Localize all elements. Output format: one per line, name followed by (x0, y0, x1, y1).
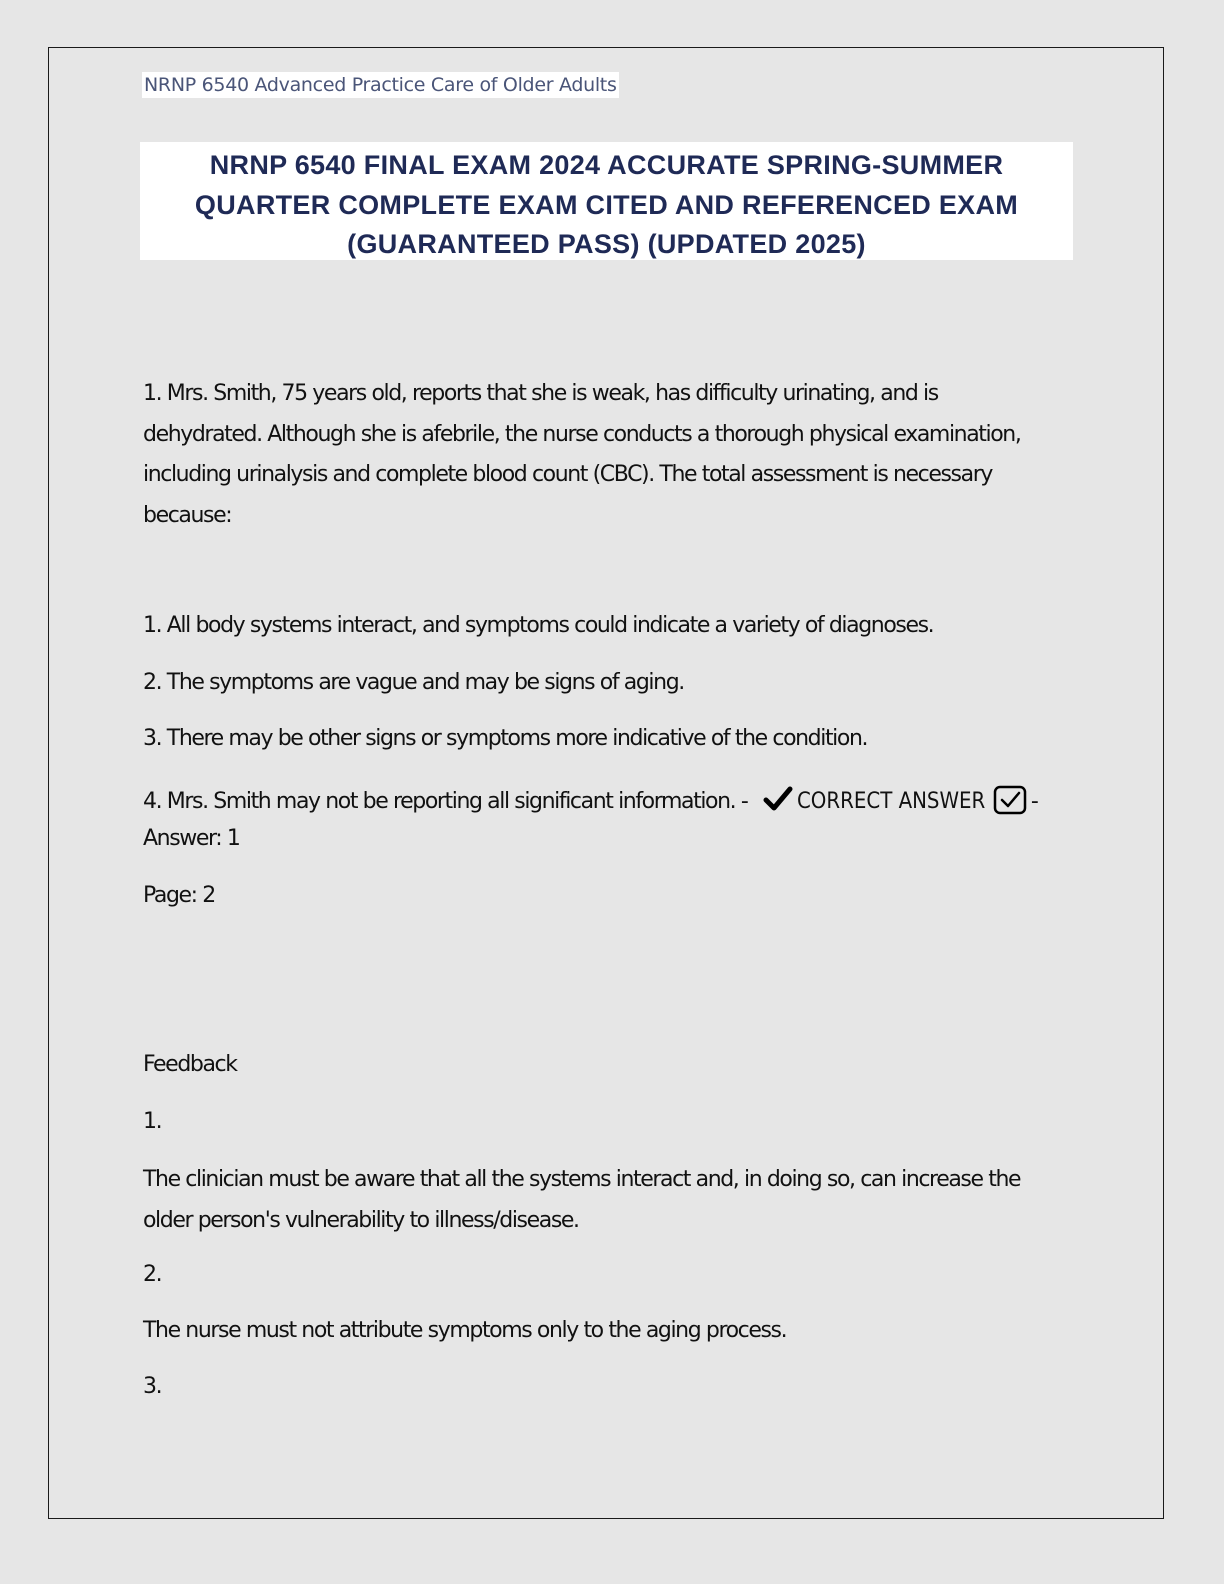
option-2: 2. The symptoms are vague and may be signs of aging. (143, 670, 684, 695)
exam-title-line-3: (GUARANTEED PASS) (UPDATED 2025) (347, 229, 866, 259)
question-line-3: including urinalysis and complete blood count (CBC). The total assessment is necessary (143, 462, 992, 487)
feedback-item-1-number: 1. (143, 1109, 162, 1134)
answer-line: Answer: 1 (143, 826, 240, 851)
feedback-item-3-number: 3. (143, 1374, 162, 1399)
question-line-1: 1. Mrs. Smith, 75 years old, reports that she is weak, has difficulty urinating, and is (143, 381, 938, 406)
feedback-item-2-text: The nurse must not attribute symptoms only to the aging process. (143, 1318, 787, 1343)
option-4-row (143, 784, 1037, 815)
checkbox-checked-icon (993, 785, 1027, 815)
exam-title (140, 142, 1073, 260)
option-4: 4. Mrs. Smith may not be reporting all significant information. - (143, 789, 748, 814)
option-1: 1. All body systems interact, and symptoms could indicate a variety of diagnoses. (143, 613, 934, 638)
feedback-item-2-number: 2. (143, 1262, 162, 1287)
feedback-item-1-text (143, 1160, 1020, 1241)
check-mark-icon (763, 784, 793, 814)
page-reference: Page: 2 (143, 883, 215, 908)
question-line-2: dehydrated. Although she is afebrile, the nurse conducts a thorough physical examination, (143, 421, 1021, 447)
feedback-item-1-line-2: older person's vulnerability to illness/disease. (143, 1207, 579, 1233)
exam-title-line-2: QUARTER COMPLETE EXAM CITED AND REFERENCED EXAM (194, 189, 1019, 220)
feedback-item-1-line-1: The clinician must be aware that all the systems interact and, in doing so, can increase the (143, 1167, 1021, 1192)
page-border (48, 47, 1164, 1519)
question-line-4: because: (143, 502, 232, 528)
exam-title-line-1: NRNP 6540 FINAL EXAM 2024 ACCURATE SPRING-SUMMER (209, 150, 1004, 180)
answer-suffix: - (1030, 789, 1038, 814)
course-header: NRNP 6540 Advanced Practice Care of Older Adults (144, 74, 617, 96)
correct-answer-marker: CORRECT ANSWER (796, 789, 986, 814)
feedback-heading: Feedback (143, 1052, 237, 1077)
question-stem (143, 374, 1020, 536)
option-3: 3. There may be other signs or symptoms more indicative of the condition. (143, 726, 868, 751)
